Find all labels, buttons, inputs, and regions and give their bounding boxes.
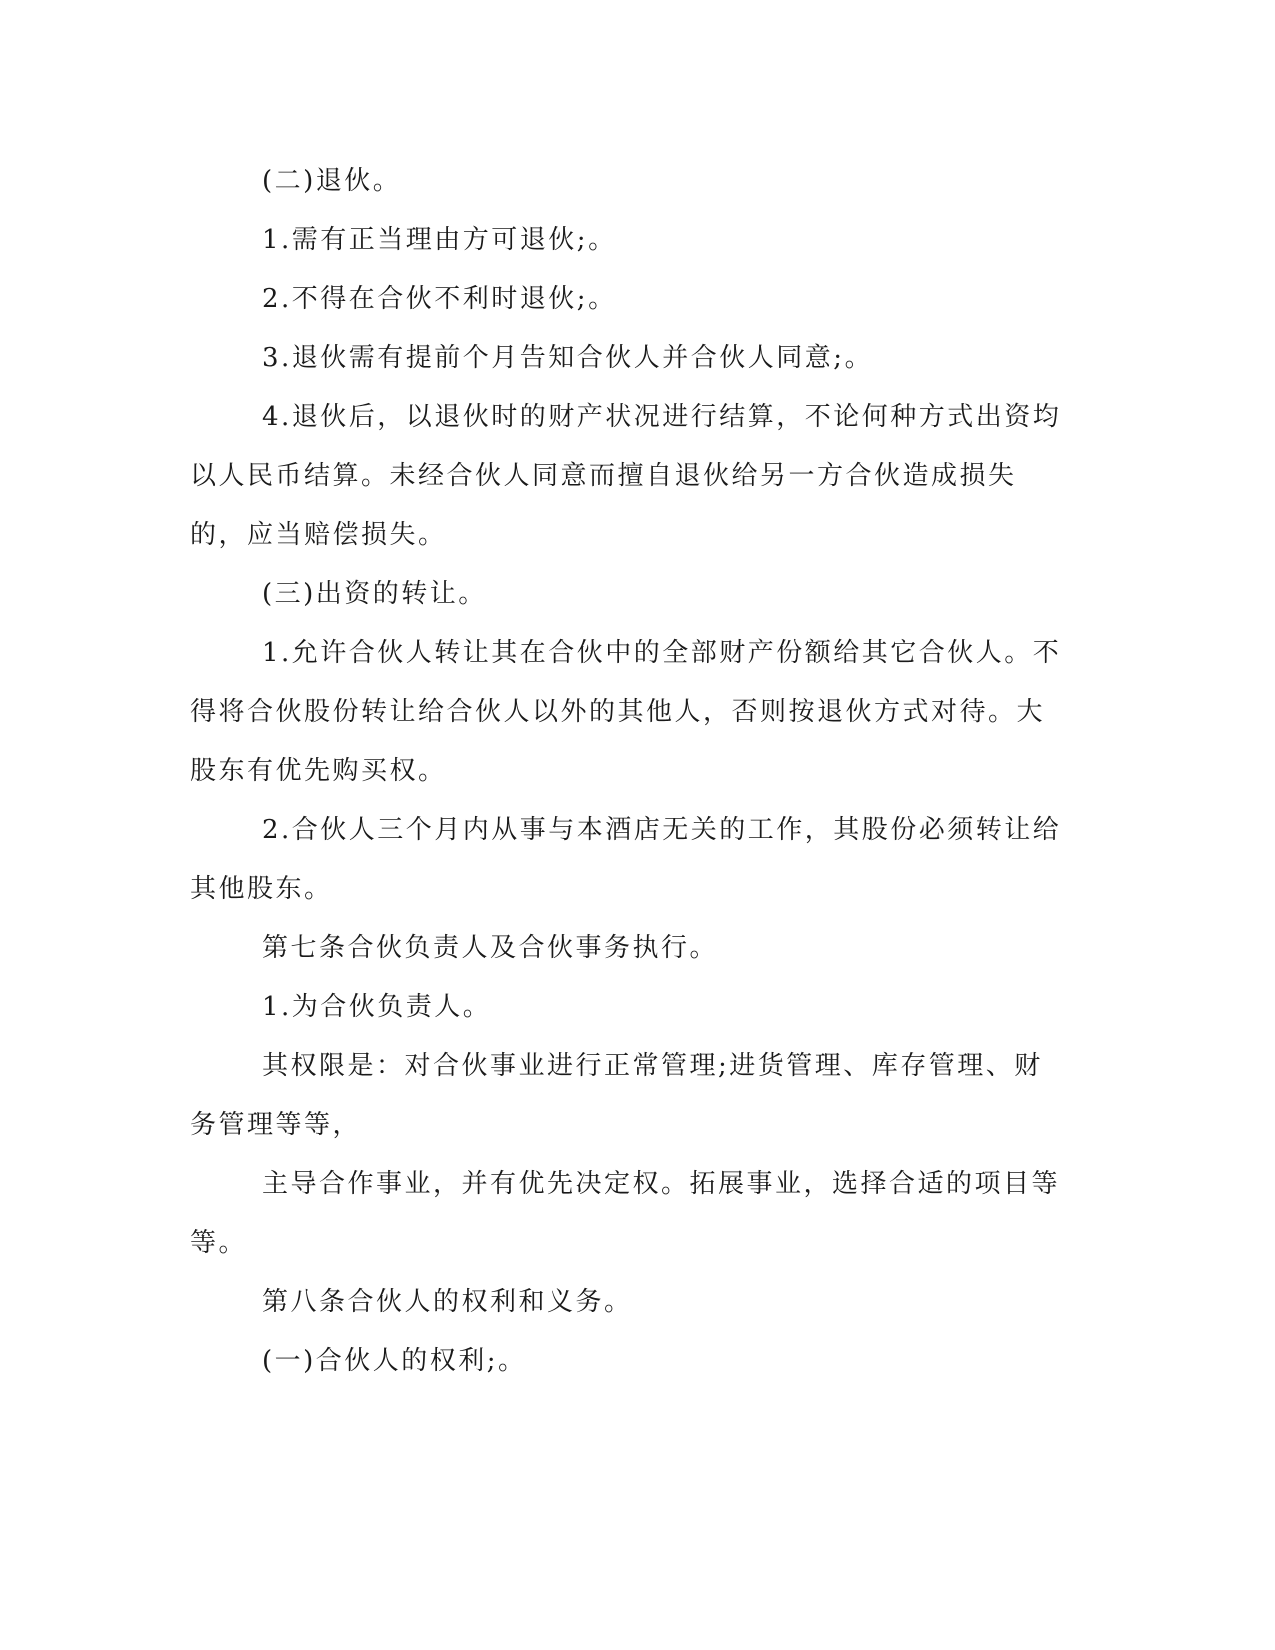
paragraph-authority: 其权限是：对合伙事业进行正常管理;进货管理、库存管理、财务管理等等，	[190, 1051, 1043, 1140]
paragraph-transfer-item-1: 1.允许合伙人转让其在合伙中的全部财产份额给其它合伙人。不得将合伙股份转让给合伙人以外的其他人，否则按退伙方式对待。大股东有优先购买权。	[190, 638, 1062, 786]
paragraph-withdrawal-item-4: 4.退伙后，以退伙时的财产状况进行结算，不论何种方式出资均以人民币结算。未经合伙人同意而擅自退伙给另一方合伙造成损失的，应当赔偿损失。	[190, 402, 1062, 550]
paragraph-withdrawal-item-1: 1.需有正当理由方可退伙;。	[262, 225, 617, 255]
paragraph-transfer-item-2: 2.合伙人三个月内从事与本酒店无关的工作，其股份必须转让给其他股东。	[190, 815, 1062, 904]
paragraph-article-8: 第八条合伙人的权利和义务。	[262, 1287, 633, 1317]
paragraph-withdrawal-heading: (二)退伙。	[262, 166, 402, 196]
paragraph-partner-rights: (一)合伙人的权利;。	[262, 1346, 527, 1376]
paragraph-withdrawal-item-3: 3.退伙需有提前个月告知合伙人并合伙人同意;。	[262, 343, 874, 373]
paragraph-withdrawal-item-2: 2.不得在合伙不利时退伙;。	[262, 284, 617, 314]
paragraph-transfer-heading: (三)出资的转让。	[262, 579, 487, 609]
paragraph-article-7: 第七条合伙负责人及合伙事务执行。	[262, 933, 719, 963]
paragraph-leadership: 主导合作事业，并有优先决定权。拓展事业，选择合适的项目等等。	[190, 1169, 1061, 1258]
paragraph-article-7-item-1: 1.为合伙负责人。	[262, 992, 492, 1022]
